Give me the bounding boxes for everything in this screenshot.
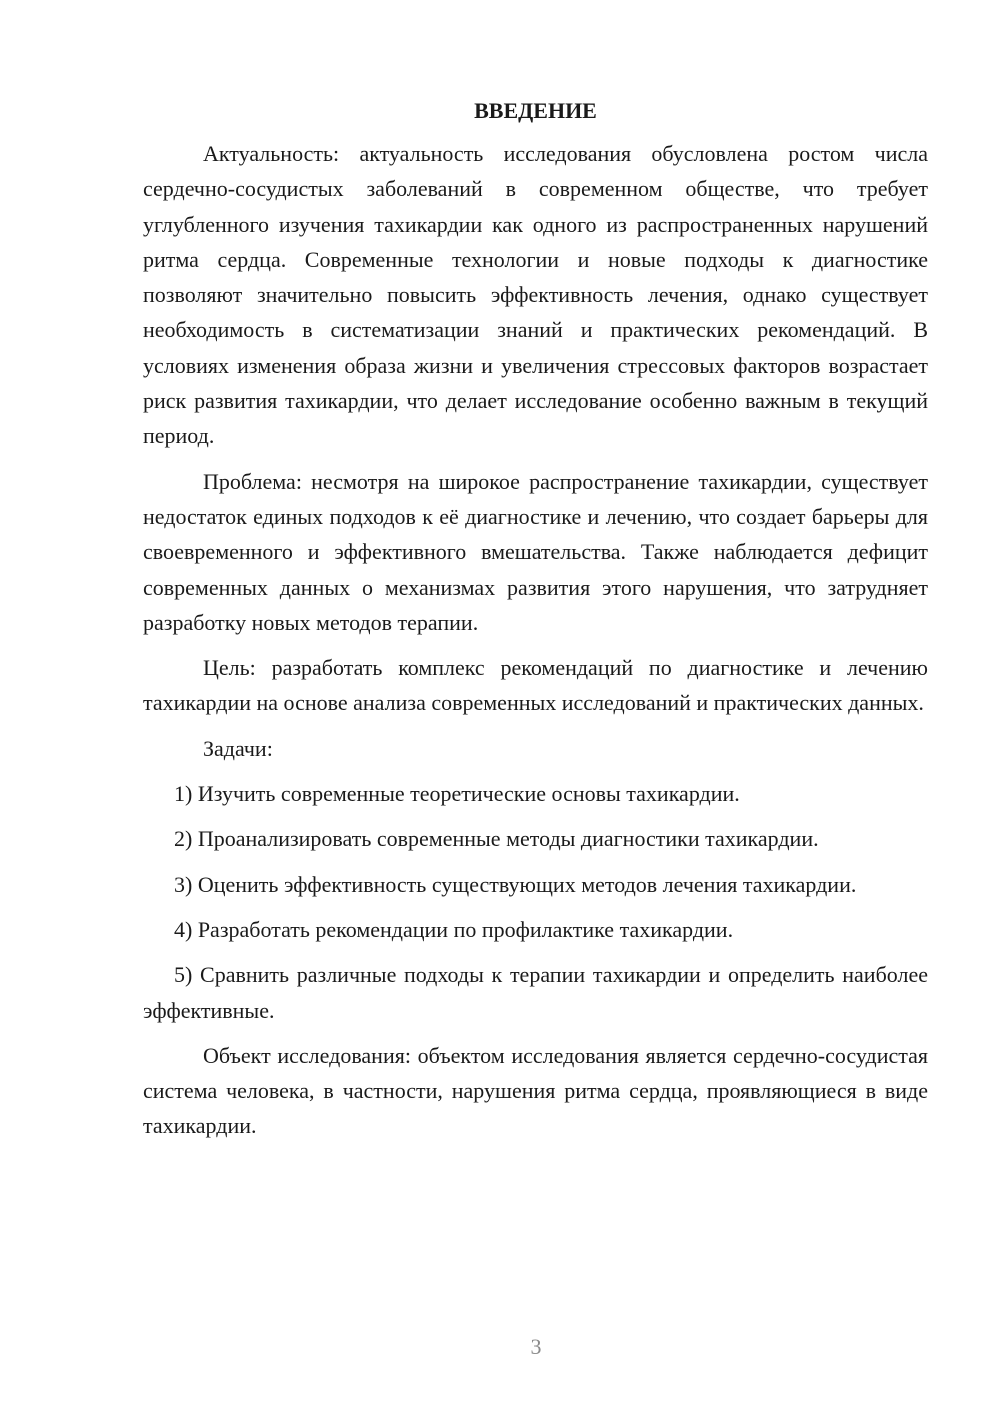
paragraph-problem: Проблема: несмотря на широкое распространение тахикардии, существует недостаток единых подходов к её диагностике и лечению, что создает барьеры для своевременного и эффективного вмешательства. Также наблюдается дефицит современных данных о механизмах развития этого нарушения, что затрудняет разработку новых методов терапии. — [143, 468, 928, 635]
tasks-label: Задачи: — [203, 735, 273, 761]
paragraph-object: Объект исследования: объектом исследования является сердечно-сосудистая система человека, в частности, нарушения ритма сердца, проявляющиеся в виде тахикардии. — [143, 1042, 928, 1139]
list-item-task-1: 1) Изучить современные теоретические основы тахикардии. — [174, 781, 740, 807]
paragraph-goal: Цель: разработать комплекс рекомендаций по диагностике и лечению тахикардии на основе анализа современных исследований и практических данных. — [143, 655, 928, 716]
list-item-task-3: 3) Оценить эффективность существующих методов лечения тахикардии. — [174, 871, 857, 897]
paragraph-relevance: Актуальность: актуальность исследования обусловлена ростом числа сердечно-сосудистых заболеваний в современном обществе, что требует углубленного изучения тахикардии как одного из распространенных нарушений ритма сердца. Современные технологии и новые подходы к диагностике позволяют значительно повысить эффективность лечения, однако существует необходимость в систематизации знаний и практических рекомендаций. В условиях изменения образа жизни и увеличения стрессовых факторов возрастает риск развития тахикардии, что делает исследование особенно важным в текущий период. — [143, 141, 928, 449]
page-content — [143, 96, 928, 1154]
page-number: 3 — [530, 1334, 542, 1359]
section-heading: ВВЕДЕНИЕ — [474, 98, 597, 123]
list-item-task-4: 4) Разработать рекомендации по профилактике тахикардии. — [174, 916, 734, 942]
list-item-task-2: 2) Проанализировать современные методы диагностики тахикардии. — [174, 826, 819, 852]
list-item-task-5: 5) Сравнить различные подходы к терапии тахикардии и определить наиболее эффективные. — [143, 962, 928, 1023]
